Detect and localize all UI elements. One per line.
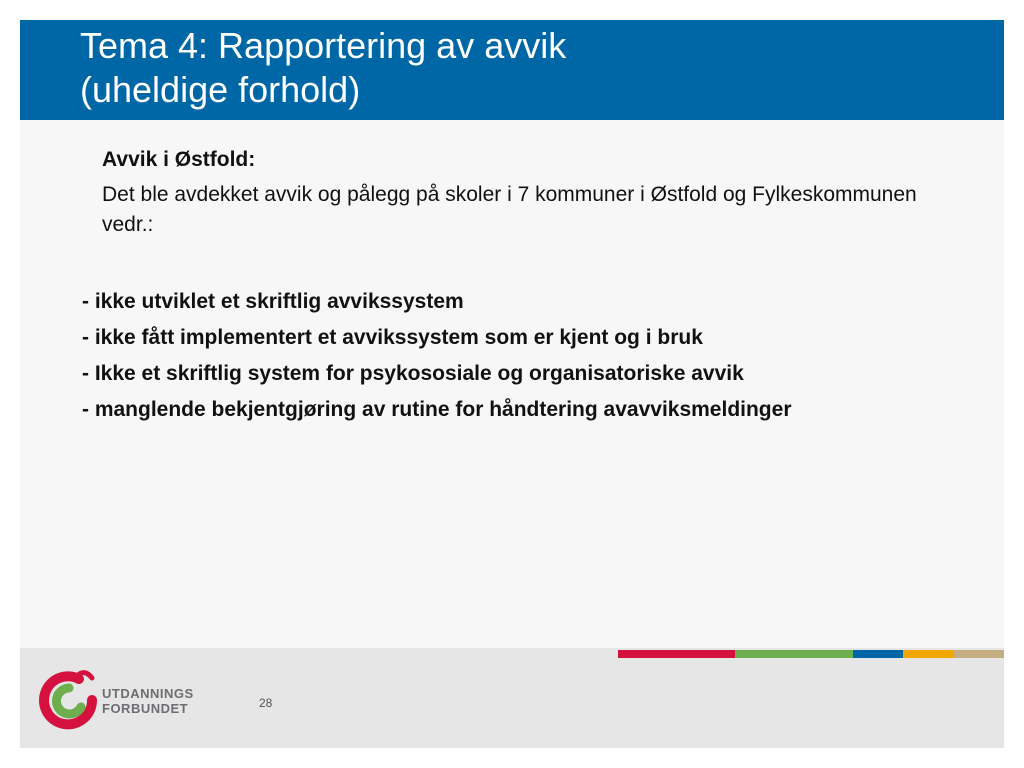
title-line-1: Tema 4: Rapportering av avvik: [80, 25, 567, 66]
color-bar-blue: [853, 650, 903, 658]
slide-content: [20, 120, 1004, 648]
utdanningsforbundet-logo-icon: [38, 666, 98, 730]
bullet-item: - manglende bekjentgjøring av rutine for håndtering avavviksmeldinger: [82, 398, 792, 421]
color-bar-green: [735, 650, 853, 658]
title-line-2: (uheldige forhold): [80, 69, 361, 110]
color-bar-yellow: [903, 650, 954, 658]
bullet-item: - ikke fått implementert et avvikssystem som er kjent og i bruk: [82, 326, 703, 349]
logo-text: [102, 686, 194, 716]
color-bar-red: [618, 650, 735, 658]
logo-text-line-1: UTDANNINGS: [102, 686, 194, 701]
logo-text-line-2: FORBUNDET: [102, 701, 189, 716]
bullet-list: [82, 284, 792, 428]
bullet-item: - Ikke et skriftlig system for psykososiale og organisatoriske avvik: [82, 362, 744, 385]
slide-footer: [20, 648, 1004, 748]
slide-header: [20, 20, 1004, 120]
region-heading: Avvik i Østfold:: [102, 148, 256, 171]
bullet-item: - ikke utviklet et skriftlig avvikssystem: [82, 290, 464, 313]
page-number: 28: [259, 696, 273, 710]
color-bar-tan: [954, 650, 1004, 658]
intro-text: Det ble avdekket avvik og pålegg på skoler i 7 kommuner i Østfold og Fylkeskommunen vedr.:: [102, 183, 917, 236]
slide-title: [80, 24, 566, 112]
